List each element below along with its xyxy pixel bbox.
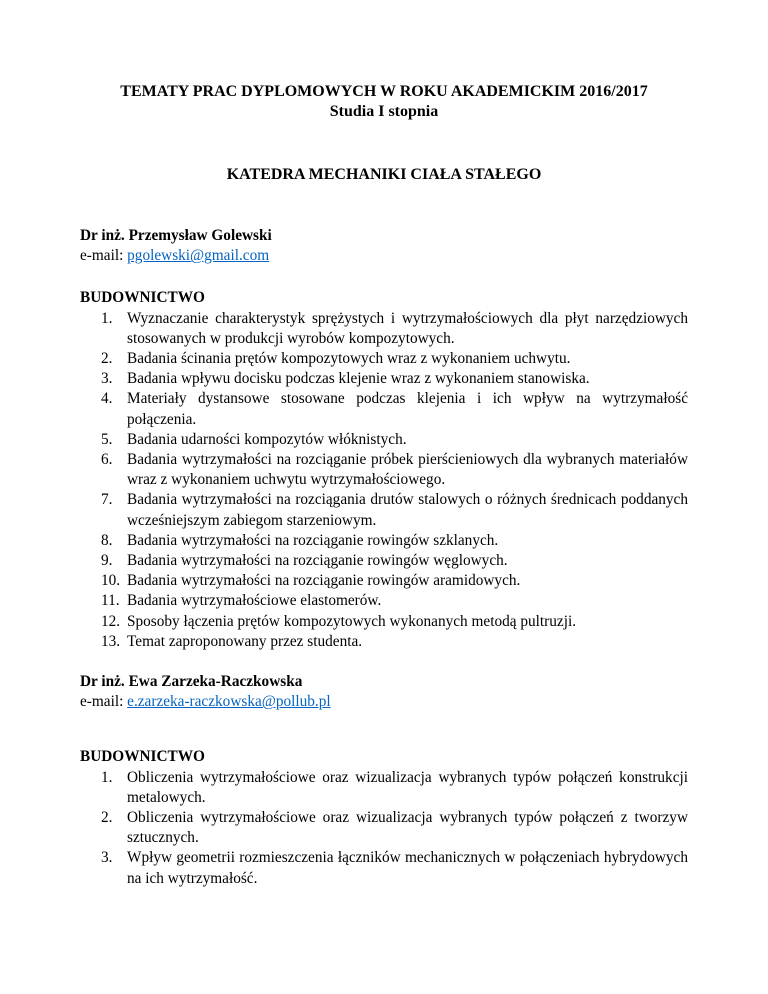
list-item bbox=[80, 632, 688, 652]
supervisor-email-line bbox=[80, 246, 688, 266]
item-text: Badania wpływu docisku podczas klejenie wraz z wykonaniem stanowiska. bbox=[127, 370, 590, 388]
section-heading: BUDOWNICTWO bbox=[80, 748, 205, 766]
email-label: e-mail: bbox=[80, 693, 128, 711]
title-line-1: TEMATY PRAC DYPLOMOWYCH W ROKU AKADEMICKIM 2016/2017 bbox=[120, 83, 648, 100]
list-item bbox=[80, 369, 688, 389]
item-number: 2. bbox=[101, 350, 113, 368]
document-title bbox=[80, 0, 688, 122]
list-item bbox=[80, 389, 688, 429]
item-text: Badania udarności kompozytów włóknistych. bbox=[127, 430, 407, 448]
list-item bbox=[80, 591, 688, 611]
item-number: 4. bbox=[101, 390, 113, 408]
email-label: e-mail: bbox=[80, 247, 128, 265]
item-number: 11. bbox=[101, 592, 120, 610]
item-text: Temat zaproponowany przez studenta. bbox=[127, 632, 363, 650]
item-text: Badania ścinania prętów kompozytowych wraz z wykonaniem uchwytu. bbox=[127, 350, 571, 368]
item-text: Badania wytrzymałości na rozciąganie próbek pierścieniowych dla wybranych materiałów wraz z wykonaniem uchwytu wytrzymałościowego. bbox=[127, 451, 688, 489]
list-item bbox=[80, 571, 688, 591]
supervisor-name: Dr inż. Ewa Zarzeka-Raczkowska bbox=[80, 673, 303, 691]
item-text: Obliczenia wytrzymałościowe oraz wizualizacja wybranych typów połączeń z tworzyw sztucznych. bbox=[127, 809, 688, 847]
item-number: 7. bbox=[101, 491, 113, 509]
item-number: 13. bbox=[101, 632, 121, 650]
item-text: Badania wytrzymałości na rozciągania drutów stalowych o różnych średnicach poddanych wcześniejszym zabiegom starzeniowym. bbox=[127, 491, 688, 529]
item-text: Badania wytrzymałości na rozciąganie rowingów szklanych. bbox=[127, 531, 499, 549]
item-number: 6. bbox=[101, 451, 113, 469]
list-item bbox=[80, 808, 688, 848]
list-item bbox=[80, 490, 688, 530]
item-text: Materiały dystansowe stosowane podczas klejenia i ich wpływ na wytrzymałość połączenia. bbox=[127, 390, 688, 428]
email-link[interactable]: pgolewski@gmail.com bbox=[127, 247, 270, 265]
item-number: 1. bbox=[101, 768, 113, 786]
item-text: Wpływ geometrii rozmieszczenia łączników mechanicznych w połączeniach hybrydowych na ich wytrzymałość. bbox=[127, 849, 688, 887]
list-item bbox=[80, 531, 688, 551]
item-number: 8. bbox=[101, 531, 113, 549]
topic-list bbox=[80, 768, 688, 889]
item-text: Sposoby łączenia prętów kompozytowych wykonanych metodą pultruzji. bbox=[127, 612, 577, 630]
item-number: 12. bbox=[101, 612, 121, 630]
item-text: Badania wytrzymałościowe elastomerów. bbox=[127, 592, 382, 610]
supervisor-block-2 bbox=[80, 672, 688, 712]
list-item bbox=[80, 848, 688, 888]
list-item bbox=[80, 349, 688, 369]
item-text: Badania wytrzymałości na rozciąganie rowingów aramidowych. bbox=[127, 572, 521, 590]
item-text: Wyznaczanie charakterystyk sprężystych i wytrzymałościowych dla płyt narzędziowych stosowanych w produkcji wyrobów kompozytowych. bbox=[127, 309, 688, 347]
email-link[interactable]: e.zarzeka-raczkowska@pollub.pl bbox=[127, 693, 331, 711]
section-heading: BUDOWNICTWO bbox=[80, 289, 205, 307]
list-item bbox=[80, 551, 688, 571]
supervisor-block-1 bbox=[80, 226, 688, 266]
item-number: 1. bbox=[101, 309, 113, 327]
list-item bbox=[80, 450, 688, 490]
department-heading: KATEDRA MECHANIKI CIAŁA STAŁEGO bbox=[226, 166, 542, 183]
title-line-2: Studia I stopnia bbox=[329, 103, 439, 120]
list-item bbox=[80, 430, 688, 450]
item-number: 5. bbox=[101, 430, 113, 448]
item-number: 2. bbox=[101, 809, 113, 827]
list-item bbox=[80, 612, 688, 632]
item-number: 3. bbox=[101, 370, 113, 388]
topic-list bbox=[80, 309, 688, 652]
list-item bbox=[80, 768, 688, 808]
item-text: Obliczenia wytrzymałościowe oraz wizualizacja wybranych typów połączeń konstrukcji metalowych. bbox=[127, 768, 688, 806]
item-number: 10. bbox=[101, 572, 121, 590]
item-number: 9. bbox=[101, 552, 113, 570]
item-number: 3. bbox=[101, 849, 113, 867]
list-item bbox=[80, 309, 688, 349]
item-text: Badania wytrzymałości na rozciąganie rowingów węglowych. bbox=[127, 552, 508, 570]
supervisor-email-line bbox=[80, 692, 688, 712]
supervisor-name: Dr inż. Przemysław Golewski bbox=[80, 227, 272, 244]
